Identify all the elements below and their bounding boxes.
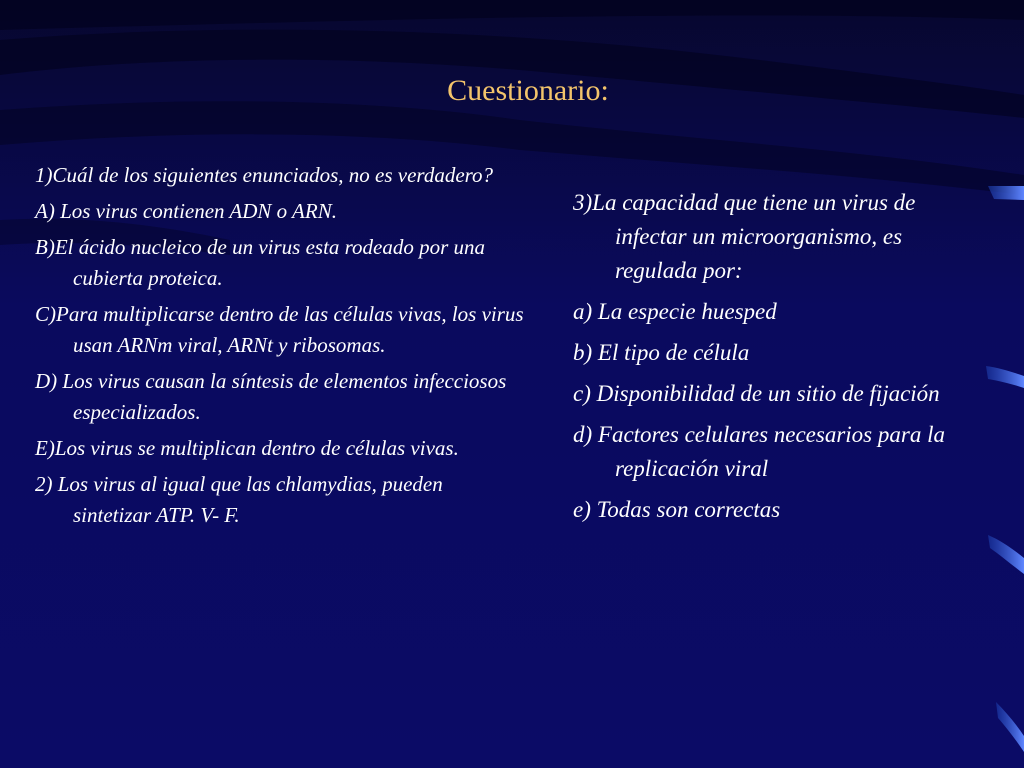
question-1: 1)Cuál de los siguientes enunciados, no es verdadero?: [35, 163, 494, 187]
question-column-left: [35, 160, 525, 536]
slide-title: Cuestionario:: [447, 74, 609, 107]
question-3: 3)La capacidad que tiene un virus de infectar un microorganismo, es regulada por:: [573, 190, 916, 283]
option-d: D) Los virus causan la síntesis de elementos infecciosos especializados.: [35, 369, 507, 424]
option-e: e) Todas son correctas: [573, 497, 781, 522]
option-d: d) Factores celulares necesarios para la replicación viral: [573, 422, 945, 481]
option-a: a) La especie huesped: [573, 299, 777, 324]
option-a: A) Los virus contienen ADN o ARN.: [35, 199, 337, 223]
option-c: C)Para multiplicarse dentro de las células vivas, los virus usan ARNm viral, ARNt y ribosomas.: [35, 302, 524, 357]
option-b: b) El tipo de célula: [573, 340, 750, 365]
option-b: B)El ácido nucleico de un virus esta rodeado por una cubierta proteica.: [35, 235, 486, 290]
question-column-right: [573, 186, 983, 534]
option-c: c) Disponibilidad de un sitio de fijación: [573, 381, 940, 406]
question-2: 2) Los virus al igual que las chlamydias, pueden sintetizar ATP. V- F.: [35, 472, 443, 527]
option-e: E)Los virus se multiplican dentro de células vivas.: [35, 436, 459, 460]
